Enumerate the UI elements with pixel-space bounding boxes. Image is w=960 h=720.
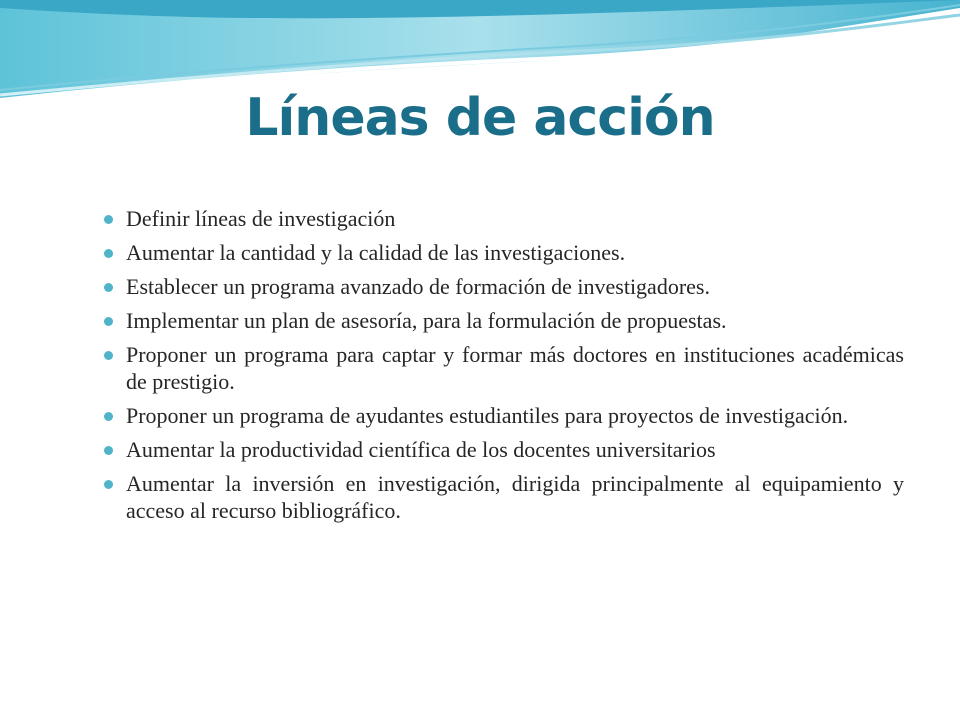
list-item-text: Proponer un programa para captar y formar más doctores en instituciones académicas de prestigio. <box>126 342 904 394</box>
bullet-list <box>104 205 904 531</box>
page-title: Líneas de acción <box>245 88 715 148</box>
bullet-dot-icon <box>104 480 113 489</box>
list-item <box>104 341 904 395</box>
list-item-text: Aumentar la inversión en investigación, dirigida principalmente al equipamiento y acceso al recurso bibliográfico. <box>126 471 904 523</box>
bullet-dot-icon <box>104 249 113 258</box>
bullet-dot-icon <box>104 351 113 360</box>
bullet-dot-icon <box>104 412 113 421</box>
list-item <box>104 239 904 266</box>
list-item <box>104 273 904 300</box>
bullet-dot-icon <box>104 283 113 292</box>
list-item <box>104 307 904 334</box>
list-item-text: Implementar un plan de asesoría, para la formulación de propuestas. <box>126 308 727 333</box>
bullet-dot-icon <box>104 446 113 455</box>
list-item-text: Aumentar la productividad científica de los docentes universitarios <box>126 437 716 462</box>
list-item-text: Aumentar la cantidad y la calidad de las investigaciones. <box>126 240 626 265</box>
list-item <box>104 470 904 524</box>
list-item <box>104 436 904 463</box>
list-item-text: Definir líneas de investigación <box>126 206 396 231</box>
list-item <box>104 402 904 429</box>
bullet-dot-icon <box>104 317 113 326</box>
bullet-dot-icon <box>104 215 113 224</box>
list-item-text: Proponer un programa de ayudantes estudiantiles para proyectos de investigación. <box>126 403 849 428</box>
list-item <box>104 205 904 232</box>
list-item-text: Establecer un programa avanzado de formación de investigadores. <box>126 274 710 299</box>
